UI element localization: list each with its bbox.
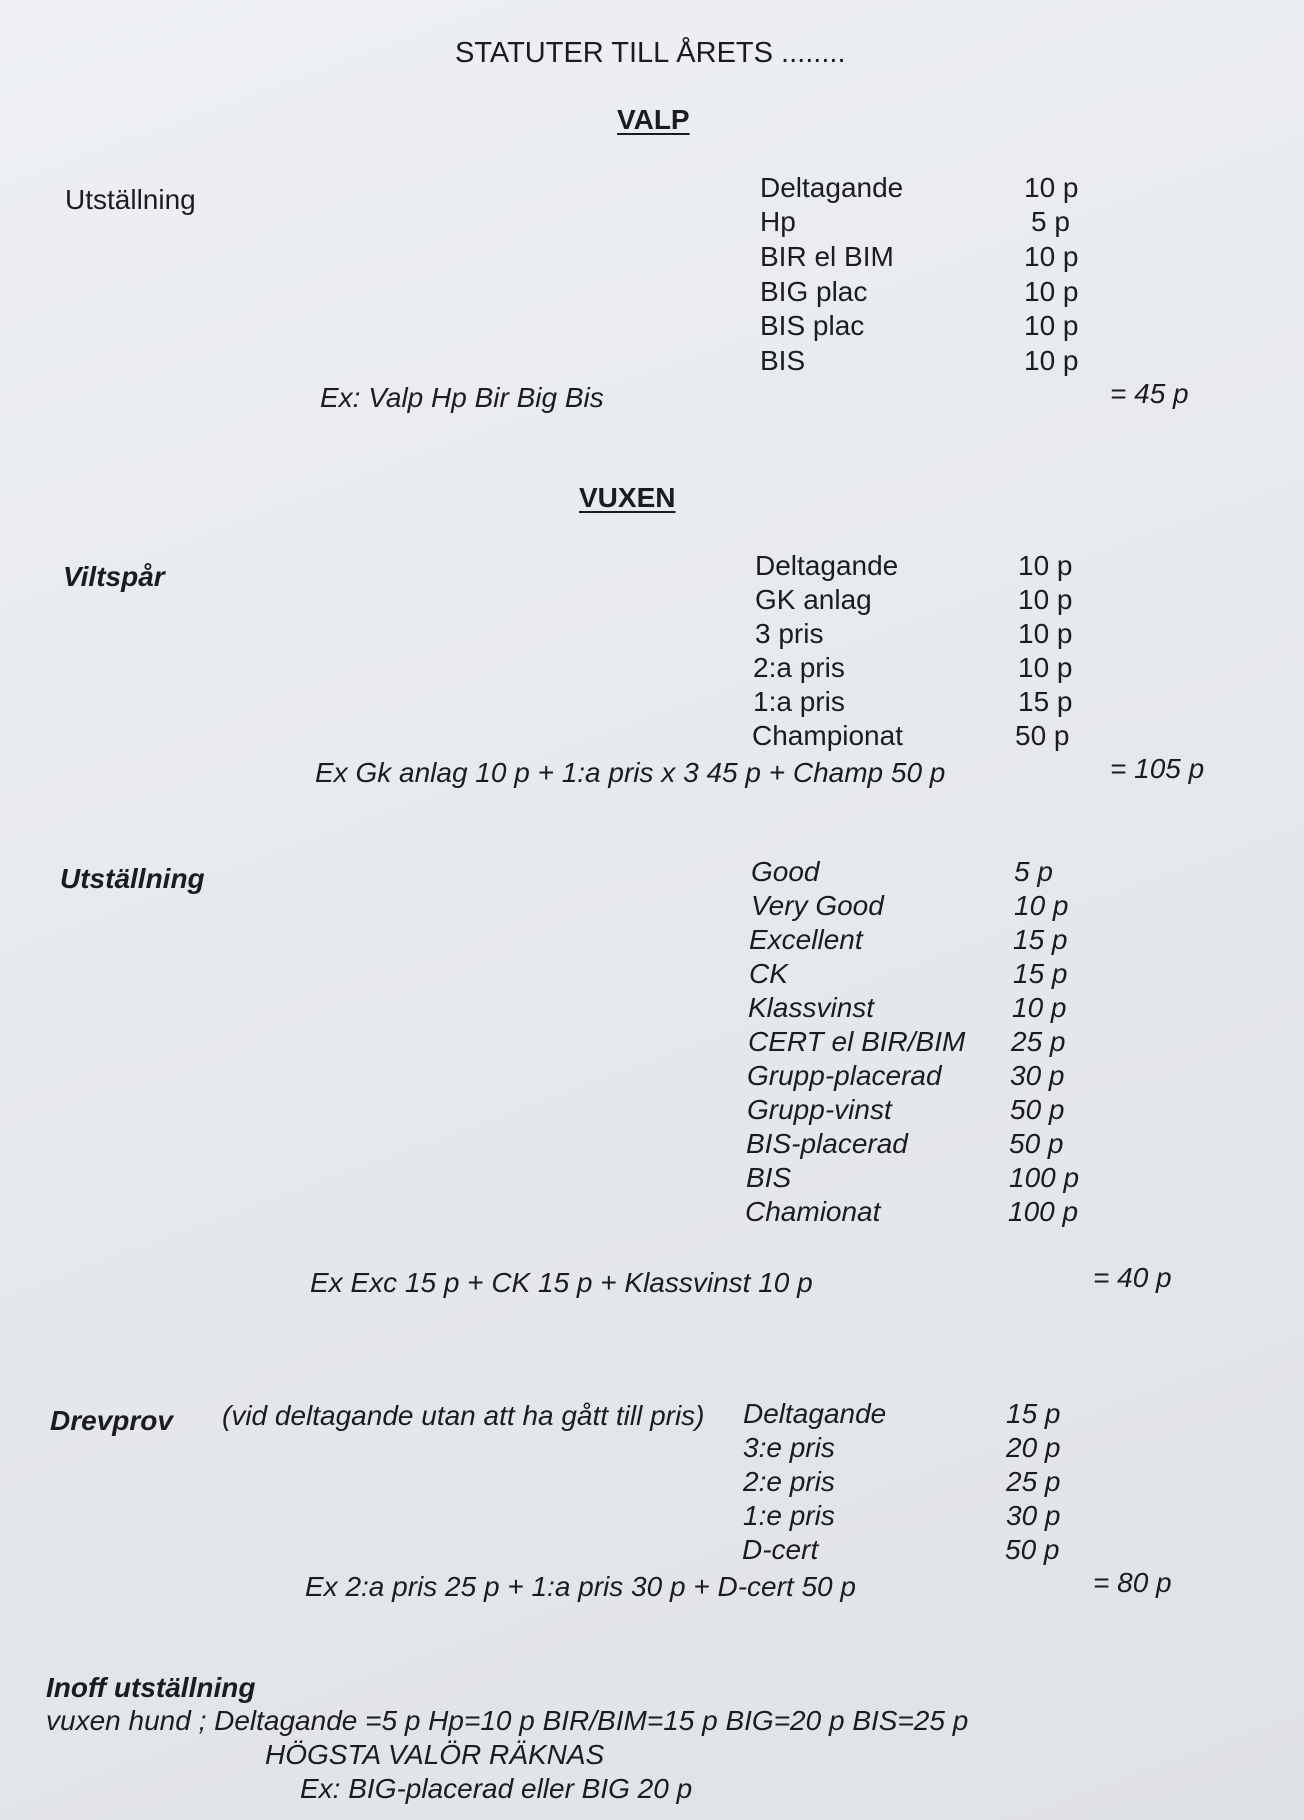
drevprov-label: Drevprov xyxy=(50,1405,173,1436)
utstallning-example: Ex Exc 15 p + CK 15 p + Klassvinst 10 p xyxy=(310,1267,813,1298)
inoff-rule: HÖGSTA VALÖR RÄKNAS xyxy=(265,1739,605,1770)
list-item-points: 15 p xyxy=(1018,686,1073,717)
list-item-points: 10 p xyxy=(1018,618,1073,649)
list-item-points: 10 p xyxy=(1024,241,1079,272)
list-item-points: 10 p xyxy=(1024,310,1079,341)
drevprov-example: Ex 2:a pris 25 p + 1:a pris 30 p + D-cert 50 p xyxy=(305,1571,856,1602)
list-item-points: 10 p xyxy=(1024,276,1079,307)
list-item-points: 10 p xyxy=(1018,584,1073,615)
list-item-label: Klassvinst xyxy=(748,992,875,1023)
list-item-label: Chamionat xyxy=(745,1196,881,1227)
list-item-label: 2:e pris xyxy=(743,1466,835,1497)
list-item-label: BIS xyxy=(760,345,806,376)
list-item-label: D-cert xyxy=(742,1534,819,1565)
list-item-label: Deltagande xyxy=(760,172,904,203)
list-item-points: 5 p xyxy=(1031,206,1070,237)
list-item-label: CERT el BIR/BIM xyxy=(748,1026,966,1057)
list-item-points: 10 p xyxy=(1014,890,1069,921)
document-title: STATUTER TILL ÅRETS ........ xyxy=(455,37,846,69)
list-item-label: Very Good xyxy=(751,890,884,921)
utstallning-example-total: = 40 p xyxy=(1093,1262,1172,1293)
inoff-line-points: vuxen hund ; Deltagande =5 p Hp=10 p BIR/BIM=15 p BIG=20 p BIS=25 p xyxy=(46,1705,969,1736)
valp-example-total: = 45 p xyxy=(1110,378,1189,409)
list-item-label: BIS xyxy=(746,1162,792,1193)
list-item-label: BIS plac xyxy=(760,310,865,341)
valp-example: Ex: Valp Hp Bir Big Bis xyxy=(320,382,604,413)
list-item-points: 10 p xyxy=(1024,345,1079,376)
list-item-label: Grupp-vinst xyxy=(747,1094,892,1125)
list-item-points: 25 p xyxy=(1006,1466,1061,1497)
inoff-example: Ex: BIG-placerad eller BIG 20 p xyxy=(300,1773,693,1804)
list-item-label: BIR el BIM xyxy=(760,241,894,272)
list-item-label: Hp xyxy=(760,206,796,237)
list-item-label: Good xyxy=(751,856,820,887)
drevprov-note: (vid deltagande utan att ha gått till pris) xyxy=(222,1400,705,1431)
viltspar-example: Ex Gk anlag 10 p + 1:a pris x 3 45 p + Champ 50 p xyxy=(315,757,946,788)
drevprov-example-total: = 80 p xyxy=(1093,1567,1172,1598)
list-item-label: GK anlag xyxy=(755,584,872,615)
list-item-points: 50 p xyxy=(1009,1128,1064,1159)
list-item-points: 15 p xyxy=(1006,1398,1061,1429)
list-item-label: 2:a pris xyxy=(753,652,845,683)
list-item-label: 3:e pris xyxy=(743,1432,835,1463)
inoff-heading: Inoff utställning xyxy=(46,1672,256,1703)
list-item-points: 5 p xyxy=(1014,856,1053,887)
list-item-points: 10 p xyxy=(1018,652,1073,683)
list-item-points: 30 p xyxy=(1010,1060,1065,1091)
valp-heading: VALP xyxy=(617,104,690,135)
viltspar-example-total: = 105 p xyxy=(1110,753,1205,784)
viltspar-label: Viltspår xyxy=(63,561,165,592)
list-item-points: 15 p xyxy=(1013,958,1068,989)
list-item-label: CK xyxy=(749,958,788,989)
list-item-label: Deltagande xyxy=(743,1398,887,1429)
list-item-label: BIS-placerad xyxy=(746,1128,908,1159)
list-item-points: 100 p xyxy=(1009,1162,1080,1193)
list-item-label: 3 pris xyxy=(755,618,824,649)
list-item-points: 50 p xyxy=(1015,720,1070,751)
list-item-points: 50 p xyxy=(1005,1534,1060,1565)
valp-utstallning-label: Utställning xyxy=(65,184,196,215)
list-item-points: 15 p xyxy=(1013,924,1068,955)
list-item-label: Excellent xyxy=(749,924,863,955)
vuxen-heading: VUXEN xyxy=(579,482,676,513)
list-item-points: 10 p xyxy=(1018,550,1073,581)
list-item-points: 30 p xyxy=(1006,1500,1061,1531)
list-item-label: Deltagande xyxy=(755,550,899,581)
list-item-points: 10 p xyxy=(1012,992,1067,1023)
list-item-points: 25 p xyxy=(1011,1026,1066,1057)
list-item-label: Championat xyxy=(752,720,903,751)
vuxen-utstallning-label: Utställning xyxy=(60,863,205,894)
list-item-label: 1:a pris xyxy=(753,686,845,717)
list-item-points: 100 p xyxy=(1008,1196,1079,1227)
list-item-points: 50 p xyxy=(1010,1094,1065,1125)
list-item-label: 1:e pris xyxy=(743,1500,835,1531)
list-item-points: 20 p xyxy=(1006,1432,1061,1463)
list-item-label: Grupp-placerad xyxy=(747,1060,942,1091)
list-item-points: 10 p xyxy=(1024,172,1079,203)
list-item-label: BIG plac xyxy=(760,276,868,307)
